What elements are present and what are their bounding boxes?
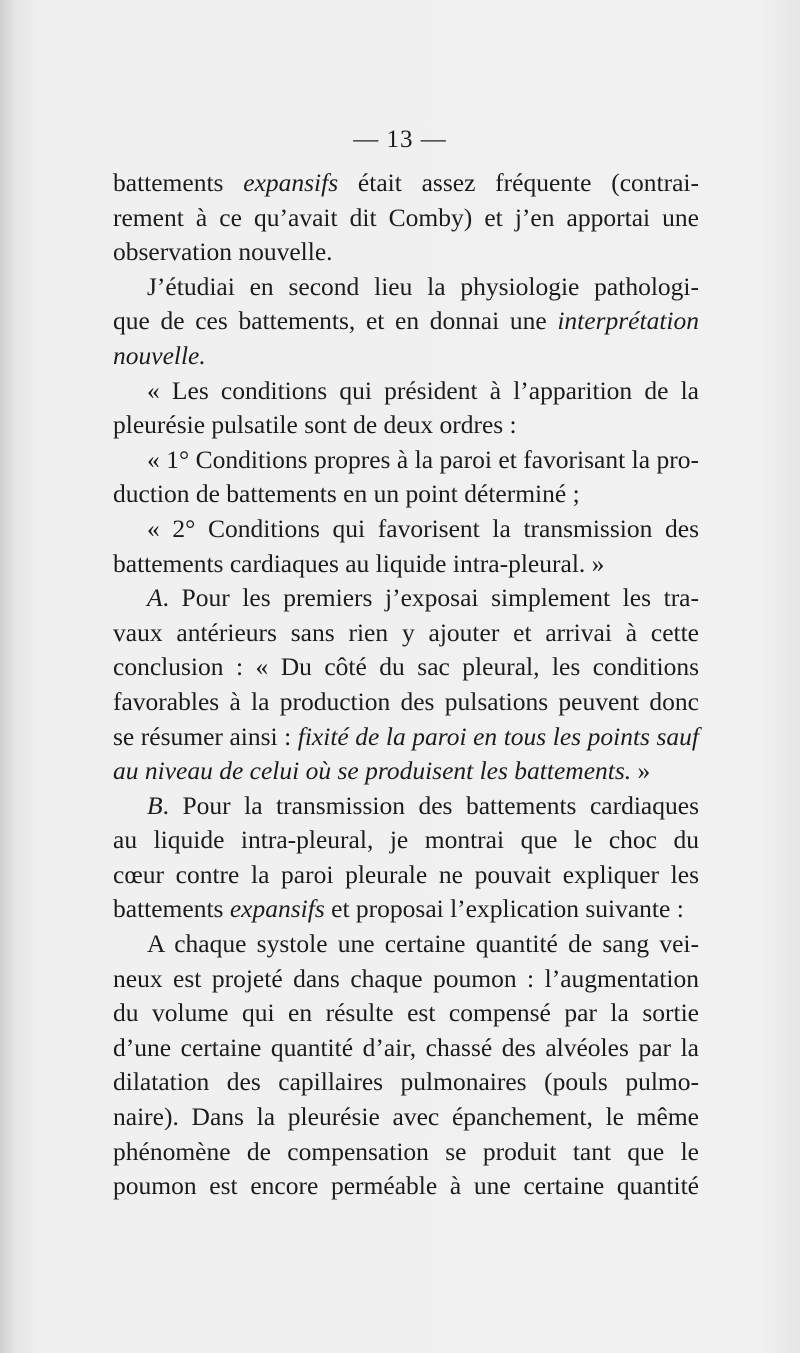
text-segment: poumon est encore perméable à une certaine quantité <box>113 1171 699 1201</box>
text-line <box>113 270 699 305</box>
text-line <box>113 512 699 547</box>
text-line <box>113 201 699 236</box>
italic-text: au niveau de celui où se produisent les battements. <box>113 756 632 786</box>
text-line <box>113 408 699 443</box>
text-line <box>113 754 699 789</box>
text-segment: favorables à la production des pulsations peuvent donc <box>113 686 699 716</box>
text-segment: A chaque systole une certaine quantité de sang vei- <box>147 929 699 959</box>
text-segment: d’une certaine quantité d’air, chassé des alvéoles par la <box>113 1032 699 1062</box>
text-line <box>113 1100 699 1135</box>
text-segment: phénomène de compensation se produit tant que le <box>113 1136 699 1166</box>
text-segment: battements <box>113 168 244 197</box>
text-segment: neux est projeté dans chaque poumon : l’augmentation <box>113 963 699 993</box>
text-segment: du volume qui en résulte est compensé par la sortie <box>113 998 699 1028</box>
text-segment: naire). Dans la pleurésie avec épanchement, le même <box>113 1102 699 1132</box>
text-segment: observation nouvelle. <box>113 237 333 267</box>
text-line <box>113 1135 699 1170</box>
text-line <box>113 339 699 374</box>
italic-text: B <box>147 790 163 820</box>
italic-text: nouvelle. <box>113 340 206 370</box>
text-line <box>113 547 699 582</box>
text-segment: que de ces battements, et en donnai une <box>113 306 558 336</box>
italic-text: expansifs <box>229 894 325 924</box>
text-line <box>113 1065 699 1100</box>
text-line <box>113 374 699 409</box>
text-line <box>113 443 699 478</box>
italic-text: expansifs <box>243 168 339 197</box>
text-segment: se résumer ainsi : <box>113 721 298 751</box>
italic-text: fixité de la paroi en tous les points sauf <box>297 721 699 751</box>
text-segment: pleurésie pulsatile sont de deux ordres : <box>113 410 517 440</box>
text-segment: « 1° Conditions propres à la paroi et favorisant la pro- <box>147 444 699 474</box>
text-segment: . Pour les premiers j’exposai simplement les tra- <box>162 583 699 613</box>
text-segment: battements <box>113 894 230 924</box>
page-number: — 13 — <box>353 126 447 153</box>
text-line <box>113 685 699 720</box>
text-segment: » <box>631 756 651 786</box>
text-line <box>113 1031 699 1066</box>
text-line <box>113 858 699 893</box>
text-line <box>113 927 699 962</box>
text-segment: battements cardiaques au liquide intra-pleural. » <box>113 548 605 578</box>
text-segment: cœur contre la paroi pleurale ne pouvait expliquer les <box>113 859 699 889</box>
text-line <box>113 962 699 997</box>
text-segment: vaux antérieurs sans rien y ajouter et arrivai à cette <box>113 617 699 647</box>
text-line <box>113 304 699 339</box>
text-line <box>113 789 699 824</box>
text-line <box>113 720 699 755</box>
body-text <box>113 166 699 1204</box>
text-segment: conclusion : « Du côté du sac pleural, les conditions <box>113 652 699 682</box>
text-line <box>113 823 699 858</box>
text-segment: dilatation des capillaires pulmonaires (pouls pulmo- <box>113 1067 699 1097</box>
text-line <box>113 892 699 927</box>
text-line <box>113 235 699 270</box>
italic-text: interprétation <box>557 306 699 336</box>
text-line <box>113 166 699 201</box>
text-line <box>113 616 699 651</box>
text-segment: « Les conditions qui président à l’apparition de la <box>147 375 699 405</box>
italic-text: A <box>147 583 163 613</box>
text-line <box>113 1169 699 1204</box>
text-segment: J’étudiai en second lieu la physiologie pathologi- <box>147 271 699 301</box>
text-segment: était assez fréquente (contrai- <box>338 168 700 197</box>
text-segment: rement à ce qu’avait dit Comby) et j’en apportai une <box>113 202 699 232</box>
text-line <box>113 996 699 1031</box>
text-segment: duction de battements en un point déterminé ; <box>113 479 580 509</box>
text-segment: . Pour la transmission des battements cardiaques <box>162 790 699 820</box>
text-line <box>113 581 699 616</box>
text-line <box>113 477 699 512</box>
text-line <box>113 650 699 685</box>
text-segment: au liquide intra-pleural, je montrai que le choc du <box>113 825 699 855</box>
text-segment: et proposai l’explication suivante : <box>324 894 684 924</box>
text-segment: « 2° Conditions qui favorisent la transmission des <box>147 513 699 543</box>
